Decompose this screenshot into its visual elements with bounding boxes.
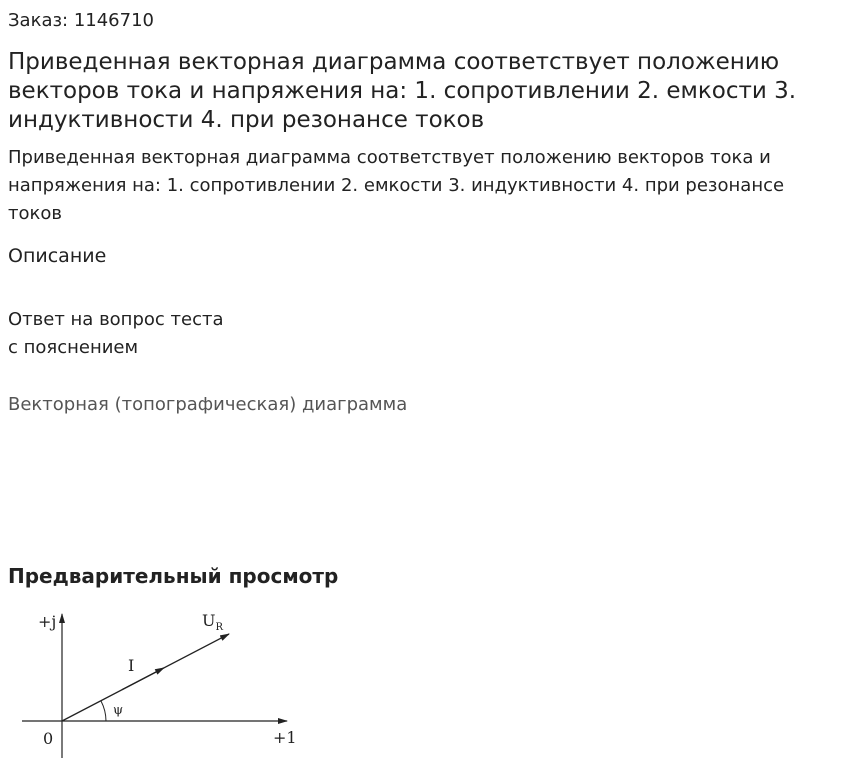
- origin-label: 0: [43, 729, 54, 748]
- current-label: I: [128, 656, 135, 675]
- description-heading: Описание: [8, 245, 107, 267]
- vector-diagram: [12, 600, 302, 765]
- answer-line-1: Ответ на вопрос теста: [8, 309, 224, 330]
- page-title: Приведенная векторная диаграмма соответствует положению векторов тока и напряжения на: 1. сопротивлении 2. емкости 3. индуктивности 4. при резонансе токов: [8, 49, 797, 133]
- voltage-label-subscript: R: [215, 622, 224, 633]
- answer-note: [8, 306, 223, 362]
- preview-heading: Предварительный просмотр: [8, 564, 339, 588]
- axis-x-label: +1: [273, 728, 297, 747]
- order-number: Заказ: 1146710: [8, 10, 154, 31]
- axis-y-label: +j: [38, 612, 57, 631]
- answer-line-2: с пояснением: [8, 337, 139, 358]
- angle-label: ψ: [113, 703, 124, 718]
- voltage-label-main: U: [202, 611, 216, 630]
- angle-arc: [101, 701, 106, 721]
- question-text: Приведенная векторная диаграмма соответствует положению векторов тока и напряжения на: 1. сопротивлении 2. емкости 3. индуктивности 4. при резонансе токов: [8, 147, 785, 224]
- voltage-label: [202, 611, 223, 633]
- description-subtitle: Векторная (топографическая) диаграмма: [8, 394, 408, 415]
